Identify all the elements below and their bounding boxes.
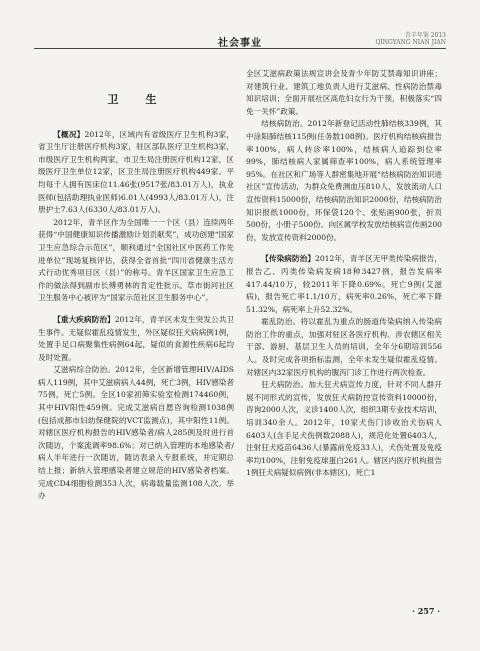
paragraph-text: 2012年，青羊区未发生突发公共卫生事件。无疑似霍乱疫情发生，外区疑似狂犬病病例1例，处置手足口病聚集性病例64起，疑似的食源性疾病6起均及时处置。 <box>38 314 235 362</box>
page-number: · 257 · <box>412 606 440 616</box>
right-column <box>246 68 442 480</box>
paragraph-aids-cont <box>246 68 442 118</box>
paragraph-overview <box>38 129 234 217</box>
paragraph-text: 霍乱防治。将以霍乱为重点的肠道传染病纳入传染病防治工作的重点，加强对驻区各医疗机构、涉农辖区相关干部、游厨、基层卫生人员的培训，全年分6期培训556人。及时完成各项指标监测，全年未发生疑似霍乱疫情。对辖区内32家医疗机构的腹泻门诊工作进行两次检查。 <box>246 317 442 377</box>
paragraph-aids <box>38 364 234 503</box>
paragraph-major-disease <box>38 314 234 364</box>
paragraph-text: 2012年，区域内有省级医疗卫生机构3家，省卫生厅注册医疗机构3家，驻区部队医疗卫生机构3家，市级医疗卫生机构两家，市卫生局注册医疗机构12家，区级医疗卫生单位12家，区卫生局注册医疗机构449家。平均每千人拥有医床位11.46张(9517张/83.01万人)，执业医师(包括助理执业医师)6.01人(4993人/83.01万人)，注册护士7.63人(6330人/83.01万人)。 <box>38 129 235 215</box>
paragraph-label: 【概况】 <box>53 129 85 139</box>
paragraph-text: 艾滋病综合防治。2012年，全区新增管理HIV/AIDS病人119例，其中艾滋病病人44例，死亡3例，HIV感染者75例，死亡5例。全区10家初筛实验室检测174460例，其中HIV阳性459例。完成艾滋病自愿咨询检测1038例(包括成都市妇幼保健院的VCT监测点)，其中阳性11例。对辖区医疗机构报告的HIV感染者/病人285例及时进行首次随访，个案流调率98.6%；对已纳入管理的本地感染者/病人半年进行一次随访，随访表录入专报系统，并定期总结上报；新纳入管理感染者建立规范的HIV感染者档案。完成CD4细胞检测353人次，病毒载量监测108人次。举办 <box>38 365 234 501</box>
paragraph-honors <box>38 217 234 305</box>
section-title: 卫 生 <box>107 93 165 106</box>
paragraph-text: 2012年，青羊区作为全国唯一一个区（县）连续两年获得“中国健康知识传播激励计划贡献奖”，成功创建“国家卫生应急综合示范区”，顺利通过“全国社区中医药工作先进单位”现场复核评估，获得全省首批“四川省健康生活方式行动优秀项目区（县）”的称号。青羊区国家卫生应急工作的做法得到副市长傅勇林的肯定性批示。草市街河社区卫生服务中心被评为“国家示范社区卫生服务中心”。 <box>38 217 234 303</box>
yearbook-title-cn: 青羊年鉴 2013 <box>404 32 446 39</box>
paragraph-rabies <box>246 379 442 480</box>
yearbook-title-en: QINGYANG NIAN JIAN <box>375 39 446 46</box>
paragraph-text: 结核病防治。2012年新登记活动性肺结核339例，其中涂阳肺结核115例(任务数108例)。医疗机构结核病报告率100%，病人转诊率100%，结核病人追踪到位率99%，肺结核病人家属筛查率100%，病人系统管理率95%。在社区和广场等人群密集地开展“结核病防治知识进社区”宣传活动，为群众免费测血压810人，发放流动人口宣传资料15000份，结核病防治知识2000份，结核病防治知识报纸1000份，环保袋120个、张贴画900张，折页500份，小册子500份。向区属学校发放结核病宣传画200份，发放宣传资料2000份。 <box>246 119 442 242</box>
header-rule <box>34 48 446 49</box>
left-column <box>38 68 234 503</box>
header-title: 社会事业 <box>218 38 262 49</box>
paragraph-text: 狂犬病防治。加大狂犬病宣传力度，针对不同人群开展不同形式的宣传，发放狂犬病防控宣传资料10000份，咨询2000人次，义诊1400人次，组织3期专业技术培训，培训340余人。2012年，10家犬伤门诊收治犬伤病人6403人(含手足犬伤例数2088人)，规范化处置6403人，注射狂犬疫苗6436人(暴露前免疫33人)，犬伤处置及免疫率均100%，注射免疫球蛋白261人。辖区内医疗机构报告1例狂犬病疑似病例(非本辖区)，死亡1 <box>246 380 442 478</box>
paragraph-label: 【重大疾病防治】 <box>53 314 115 324</box>
yearbook-title <box>376 32 446 46</box>
paragraph-text: 2012年，青羊区无甲类传染病报告，报告乙、丙类传染病发病18种3427例，报告发病率417.44/10万，较2011年下降0.69%。死亡9例(艾滋病)，报告死亡率1.1/10万，病死率0.26%，死亡率下降51.32%，病死率上升52.32%。 <box>246 254 442 314</box>
page-header <box>34 34 446 54</box>
paragraph-tuberculosis <box>246 118 442 244</box>
paragraph-infectious <box>246 253 442 316</box>
paragraph-text: 全区艾滋病政策法规宣讲会及青少年防艾禁毒知识讲座；对建筑行业、建筑工地负责人进行艾滋病、性病防治禁毒知识培训；全面开展社区高危妇女行为干预，积极落实“四免一关怀”政策。 <box>246 69 442 116</box>
paragraph-cholera <box>246 316 442 379</box>
paragraph-label: 【传染病防治】 <box>261 254 316 264</box>
